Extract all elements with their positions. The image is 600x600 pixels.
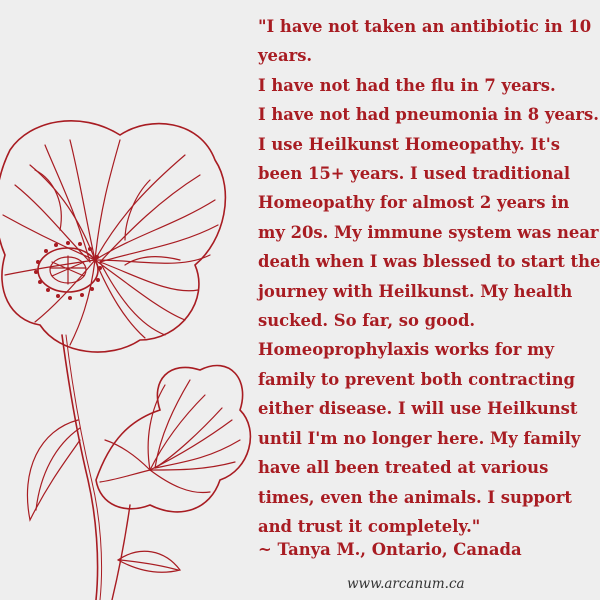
- quote-line: until I'm no longer here. My family: [258, 428, 581, 448]
- quote-line: and trust it completely.": [258, 516, 481, 536]
- quote-line: I have not had pneumonia in 8 years.: [258, 105, 599, 125]
- quote-line: sucked. So far, so good.: [258, 311, 476, 331]
- quote-line: times, even the animals. I support: [258, 487, 573, 507]
- quote-line: Homeoprophylaxis works for my: [258, 340, 554, 360]
- quote-line: journey with Heilkunst. My health: [258, 281, 573, 301]
- quote-line: family to prevent both contracting: [258, 369, 575, 389]
- quote-line: "I have not taken an antibiotic in 10: [258, 17, 592, 36]
- quote-line: I have not had the flu in 7 years.: [258, 75, 556, 95]
- quote-line: Homeopathy for almost 2 years in: [258, 193, 570, 213]
- quote-line: been 15+ years. I used traditional: [258, 164, 571, 184]
- quote-line: death when I was blessed to start the: [258, 252, 600, 272]
- quote-attribution: ~ Tanya M., Ontario, Canada: [258, 540, 522, 559]
- quote-line: either disease. I will use Heilkunst: [258, 399, 578, 419]
- quote-line: have all been treated at various: [258, 458, 549, 478]
- quote-line: I use Heilkunst Homeopathy. It's: [258, 134, 560, 154]
- website-url: www.arcanum.ca: [347, 576, 465, 592]
- testimonial-quote: [258, 12, 600, 541]
- quote-line: years.: [258, 46, 313, 66]
- quote-line: my 20s. My immune system was near: [258, 222, 599, 242]
